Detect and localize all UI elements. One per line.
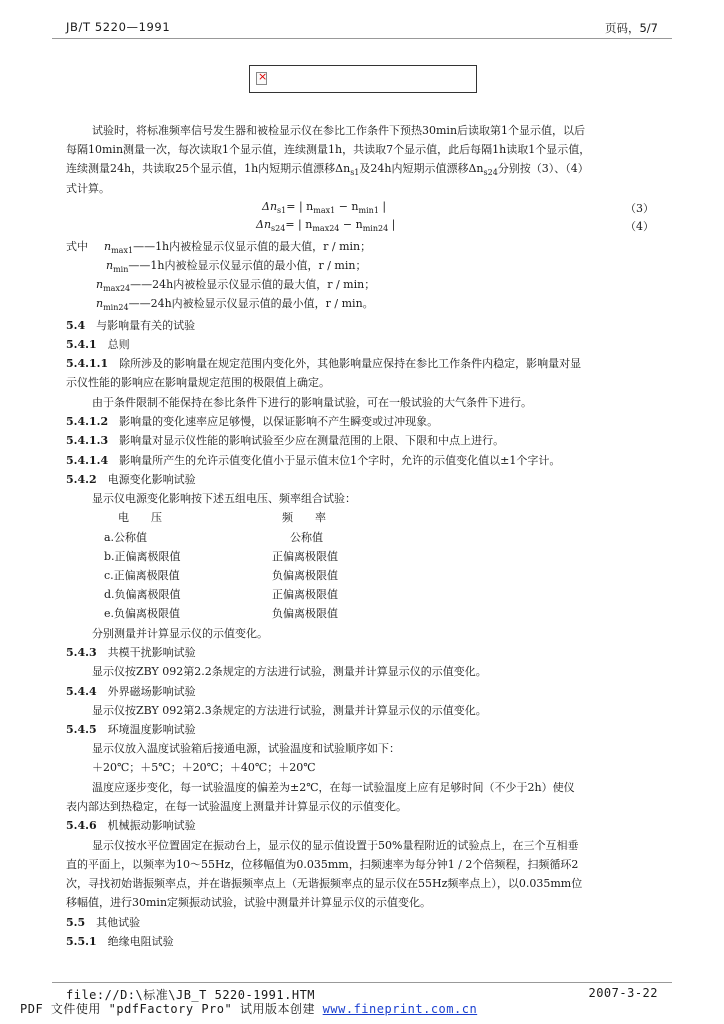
equation-3-number: （3）: [625, 202, 654, 215]
where-item-2: $n_{min}——1h$内被检显示仪显示值的最小值，r / min；: [106, 259, 367, 274]
intro-line-2: 每隔10min测量一次，每次读取1个显示值，连续测量1h，共读取7个显示值，此后每隔1h读取1个显示值，: [66, 143, 591, 156]
table-row-a-voltage: a.公称值: [104, 531, 148, 544]
header-rule: [52, 38, 672, 39]
section-5-4-5: 5.4.5 环境温度影响试验: [66, 723, 196, 736]
section-5-4-6: 5.4.6 机械振动影响试验: [66, 819, 196, 832]
table-header-voltage: 电 压: [118, 511, 162, 524]
table-row-b-voltage: b.正偏离极限值: [104, 550, 181, 563]
section-5-4-1-3: 5.4.1.3 影响量对显示仪性能的影响试验至少应在测量范围的上限、下限和中点上进行。: [66, 434, 505, 447]
section-5-4-1-1-line-2: 示仪性能的影响应在影响量规定范围的极限值上确定。: [66, 376, 330, 389]
intro-line-1: 试验时，将标准频率信号发生器和被检显示仪在参比工作条件下预热30min后读取第1个显示值，以后: [92, 124, 586, 137]
section-5-5-1: 5.5.1 绝缘电阻试验: [66, 935, 174, 948]
where-label: 式中: [66, 240, 88, 253]
equation-4-number: （4）: [625, 220, 654, 233]
table-row-d-frequency: 正偏离极限值: [272, 588, 338, 601]
section-5-4-1-1: 5.4.1.1 除所涉及的影响量在规定范围内变化外，其他影响量应保持在参比工作条件内稳定，影响量对显: [66, 357, 582, 370]
section-5-4-2-intro: 显示仪电源变化影响按下述五组电压、频率组合试验：: [92, 492, 356, 505]
section-5-4: 5.4 与影响量有关的试验: [66, 319, 196, 332]
section-5-4-1-4: 5.4.1.4 影响量所产生的允许示值变化值小于显示值末位1个字时，允许的示值变化值以±1个字计。: [66, 454, 561, 467]
section-5-5: 5.5 其他试验: [66, 916, 141, 929]
where-item-4: $n_{min24}——24h$内被检显示仪显示值的最小值，r / min。: [96, 297, 374, 312]
footer-rule: [52, 982, 672, 983]
table-row-c-frequency: 负偏离极限值: [272, 569, 338, 582]
equation-4: $\Delta n_{s24}=$ | $n_{max24} - n_{min24}$ |: [256, 218, 396, 233]
section-5-4-1-2: 5.4.1.2 影响量的变化速率应足够慢，以保证影响不产生瞬变或过冲现象。: [66, 415, 439, 428]
table-row-e-frequency: 负偏离极限值: [272, 607, 338, 620]
fineprint-link[interactable]: www.fineprint.com.cn: [322, 1002, 478, 1016]
section-5-4-6-line-2: 直的平面上，以频率为10～55Hz，位移幅值为0.035mm，扫频速率为每分钟1 / 2个倍频程，扫频循环2: [66, 858, 579, 871]
table-row-a-frequency: 公称值: [290, 531, 323, 544]
section-5-4-2: 5.4.2 电源变化影响试验: [66, 473, 196, 486]
table-row-e-voltage: e.负偏离极限值: [104, 607, 181, 620]
table-row-d-voltage: d.负偏离极限值: [104, 588, 181, 601]
table-row-b-frequency: 正偏离极限值: [272, 550, 338, 563]
section-5-4-5-temperatures: ＋20℃；＋5℃；＋20℃；＋40℃；＋20℃: [92, 761, 316, 774]
section-5-4-3: 5.4.3 共模干扰影响试验: [66, 646, 196, 659]
footer-file-path: file://D:\标准\JB_T 5220-1991.HTM: [66, 988, 316, 1002]
section-5-4-1-1-line-3: 由于条件限制不能保持在参比条件下进行的影响量试验，可在一般试验的大气条件下进行。: [92, 396, 532, 409]
footer-date: 2007-3-22: [588, 986, 658, 1000]
section-5-4-1: 5.4.1 总则: [66, 338, 130, 351]
section-5-4-2-outro: 分别测量并计算显示仪的示值变化。: [92, 627, 268, 640]
where-item-3: $n_{max24}——24h$内被检显示仪显示值的最大值，r / min；: [96, 278, 376, 293]
where-item-1: $n_{max1}——1h$内被检显示仪显示值的最大值，r / min；: [104, 240, 372, 255]
page-number: 页码，5/7: [604, 21, 658, 35]
section-5-4-5-line-3: 温度应逐步变化，每一试验温度的偏差为±2℃，在每一试验温度上应有足够时间（不少于2h）使仪: [92, 781, 575, 794]
intro-line-3: 连续测量24h，共读取25个显示值，1h内短期示值漂移$\Delta n_{s1}$及24h内短期示值漂移$\Delta n_{s24}$分别按（3）、（4）: [66, 162, 589, 177]
section-5-4-4: 5.4.4 外界磁场影响试验: [66, 685, 196, 698]
section-5-4-3-text: 显示仪按ZBY 092第2.2条规定的方法进行试验，测量并计算显示仪的示值变化。: [92, 665, 487, 678]
section-5-4-5-line-4: 表内部达到热稳定，在每一试验温度上测量并计算显示仪的示值变化。: [66, 800, 407, 813]
pdf-factory-note: PDF 文件使用 "pdfFactory Pro" 试用版本创建 www.fineprint.com.cn: [20, 1002, 478, 1016]
equation-3: $\Delta n_{s1}=$ | $n_{max1} - n_{min1}$ |: [262, 200, 387, 215]
broken-image-icon: [256, 72, 267, 85]
table-header-frequency: 频 率: [282, 511, 326, 524]
section-5-4-6-line-3: 次，寻找初始谐振频率点，并在谐振频率点上（无谐振频率点的显示仪在55Hz频率点上），以0.035mm位: [66, 877, 583, 890]
section-5-4-5-line-1: 显示仪放入温度试验箱后接通电源，试验温度和试验顺序如下：: [92, 742, 400, 755]
intro-line-4: 式计算。: [66, 182, 110, 195]
section-5-4-4-text: 显示仪按ZBY 092第2.3条规定的方法进行试验，测量并计算显示仪的示值变化。: [92, 704, 487, 717]
table-row-c-voltage: c.正偏离极限值: [104, 569, 180, 582]
section-5-4-6-line-1: 显示仪按水平位置固定在振动台上，显示仪的显示值设置于50%量程附近的试验点上，在三个互相垂: [92, 839, 579, 852]
section-5-4-6-line-4: 移幅值，进行30min定频振动试验，试验中测量并计算显示仪的示值变化。: [66, 896, 432, 909]
doc-id: JB/T 5220—1991: [66, 20, 171, 34]
embedded-image-placeholder: [249, 65, 477, 93]
